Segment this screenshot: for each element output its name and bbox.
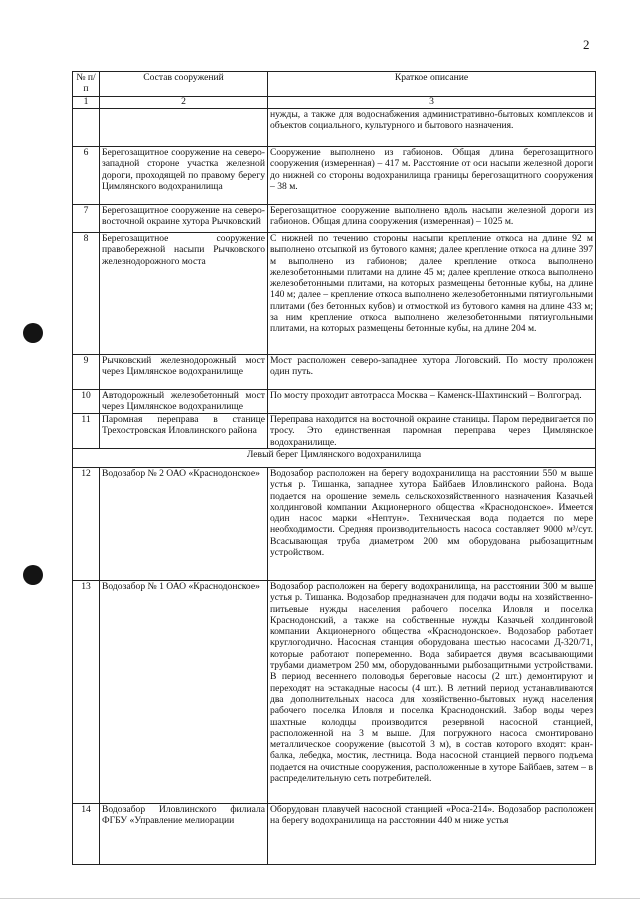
row-name: Рычковский железнодорожный мост через Цимлянское водохранилище [100,355,268,390]
row-desc: Оборудован плавучей насосной станцией «Роса-214». Водозабор расположен на берегу водохранилища на расстоянии 440 м ниже устья [268,804,596,865]
row-desc: нужды, а также для водоснабжения административно-бытовых комплексов и объектов социального, культурного и бытового назначения. [268,109,596,147]
punch-hole-mark-bottom [23,565,43,585]
structures-table [72,71,596,865]
row-num: 7 [73,205,100,233]
row-name: Берегозащитное сооружение на северо-западной стороне участка железной дороги, проходящей по правому берегу Цимлянского водохранилища [100,147,268,205]
section-title: Левый берег Цимлянского водохранилища [73,449,596,468]
row-num: 6 [73,147,100,205]
row-name [100,109,268,147]
scan-bottom-edge [0,898,640,899]
row-name: Берегозащитное сооружение на северо-восточной окраине хутора Рычковский [100,205,268,233]
row-desc: По мосту проходит автотрасса Москва – Каменск-Шахтинский – Волгоград. [268,390,596,414]
row-name: Водозабор № 2 ОАО «Краснодонское» [100,468,268,581]
row-desc: Переправа находится на восточной окраине станицы. Паром передвигается по тросу. Это единственная паромная переправа через Цимлянское водохранилище. [268,414,596,449]
row-num: 11 [73,414,100,449]
column-number-row [73,97,596,109]
row-name: Автодорожный железобетонный мост через Цимлянское водохранилище [100,390,268,414]
table-row [73,414,596,449]
table-row [73,147,596,205]
row-num: 10 [73,390,100,414]
header-num: № п/п [73,72,100,97]
column-number: 1 [73,97,100,109]
punch-hole-mark-top [23,323,43,343]
column-number: 3 [268,97,596,109]
row-num: 8 [73,233,100,355]
row-num: 14 [73,804,100,865]
table-row [73,355,596,390]
row-num: 13 [73,581,100,804]
row-name: Паромная переправа в станице Трехостровская Иловлинского района [100,414,268,449]
header-desc: Краткое описание [268,72,596,97]
header-name: Состав сооружений [100,72,268,97]
column-number: 2 [100,97,268,109]
row-name: Берегозащитное сооружение правобережной насыпи Рычковского железнодорожного моста [100,233,268,355]
table-row [73,581,596,804]
row-desc: Мост расположен северо-западнее хутора Логовский. По мосту проложен один путь. [268,355,596,390]
table-row [73,205,596,233]
row-desc: С нижней по течению стороны насыпи крепление откоса на длине 92 м выполнено отсыпкой из бутового камня; далее крепление откоса на длине 397 м выполнено из габионов; далее крепление откоса выполнено железобетонными плитами на длине 45 м; далее крепление откоса выполнено железобетонными плитами, на которых размещены бетонные кубы, на длине 140 м; далее – крепление откоса выполнено железобетонными пятиугольными плитами (без бетонных кубов) и отмосткой из бутового камня на длине 433 м; за ним крепление откоса выполнено железобетонными пятиугольными плитами, на которых размещены бетонные кубы, на длине 204 м. [268,233,596,355]
page-number: 2 [583,37,590,52]
table-header-row [73,72,596,97]
table-row [73,390,596,414]
table-row [73,233,596,355]
row-desc: Водозабор расположен на берегу водохранилища, на расстоянии 300 м выше устья р. Тишанка. Водозабор предназначен для подачи воды на хозяйственно-питьевые нужды населения рабочего поселка Иловля и поселка Краснодонский, а также на собственные нужды Казачьей холдинговой компании Акционерного общества «Краснодонское». Водозабор работает круглогодично. Насосная станция оборудована шестью насосами Д-320/71, которые работают попеременно. Вода забирается двумя всасывающими трубами диаметром 250 мм, оборудованными рыбозащитными устройствами. В период весеннего половодья береговые насосы (2 шт.) демонтируют и переходят на эстакадные насосы (4 шт.). В летний период устанавливаются два дополнительных насоса для хозяйственно-бытовых нужд населения рабочего поселка Иловля и поселка Краснодонский. Забор воды через шахтные колодцы производится резервной насосной станцией, расположенной на 3 м выше. Для погружного насоса смонтировано металлическое сооружение (высотой 3 м), в состав которого входят: кран-балка, лебедка, мостик, лестница. Вода насосной станцией первого подъема подается на очистные сооружения, расположенные в хуторе Байбаев, затем – в распределительную сеть потребителей. [268,581,596,804]
row-desc: Берегозащитное сооружение выполнено вдоль насыпи железной дороги из габионов. Общая длина сооружения (измеренная) – 1025 м. [268,205,596,233]
row-desc: Сооружение выполнено из габионов. Общая длина берегозащитного сооружения (измеренная) – 417 м. Расстояние от оси насыпи железной дороги до нижней со стороны водохранилища границы берегозащитного сооружения – 38 м. [268,147,596,205]
row-desc: Водозабор расположен на берегу водохранилища на расстоянии 550 м выше устья р. Тишанка, западнее хутора Байбаев Иловлинского района. Вода подается на орошение земель сельскохозяйственного назначения Казачьей холдинговой компании Акционерного общества «Краснодонское». Имеется один насос марки «Нептун». Техническая вода подается по мере необходимости. Средняя производительность насоса составляет 9000 м³/сут. Всасывающая труба диаметром 200 мм оборудована рыбозащитным устройством. [268,468,596,581]
row-name: Водозабор № 1 ОАО «Краснодонское» [100,581,268,804]
table-row-continuation [73,109,596,147]
table-row [73,804,596,865]
row-num: 9 [73,355,100,390]
row-num: 12 [73,468,100,581]
section-header-row [73,449,596,468]
row-num [73,109,100,147]
table-row [73,468,596,581]
row-name: Водозабор Иловлинского филиала ФГБУ «Управление мелиорации [100,804,268,865]
